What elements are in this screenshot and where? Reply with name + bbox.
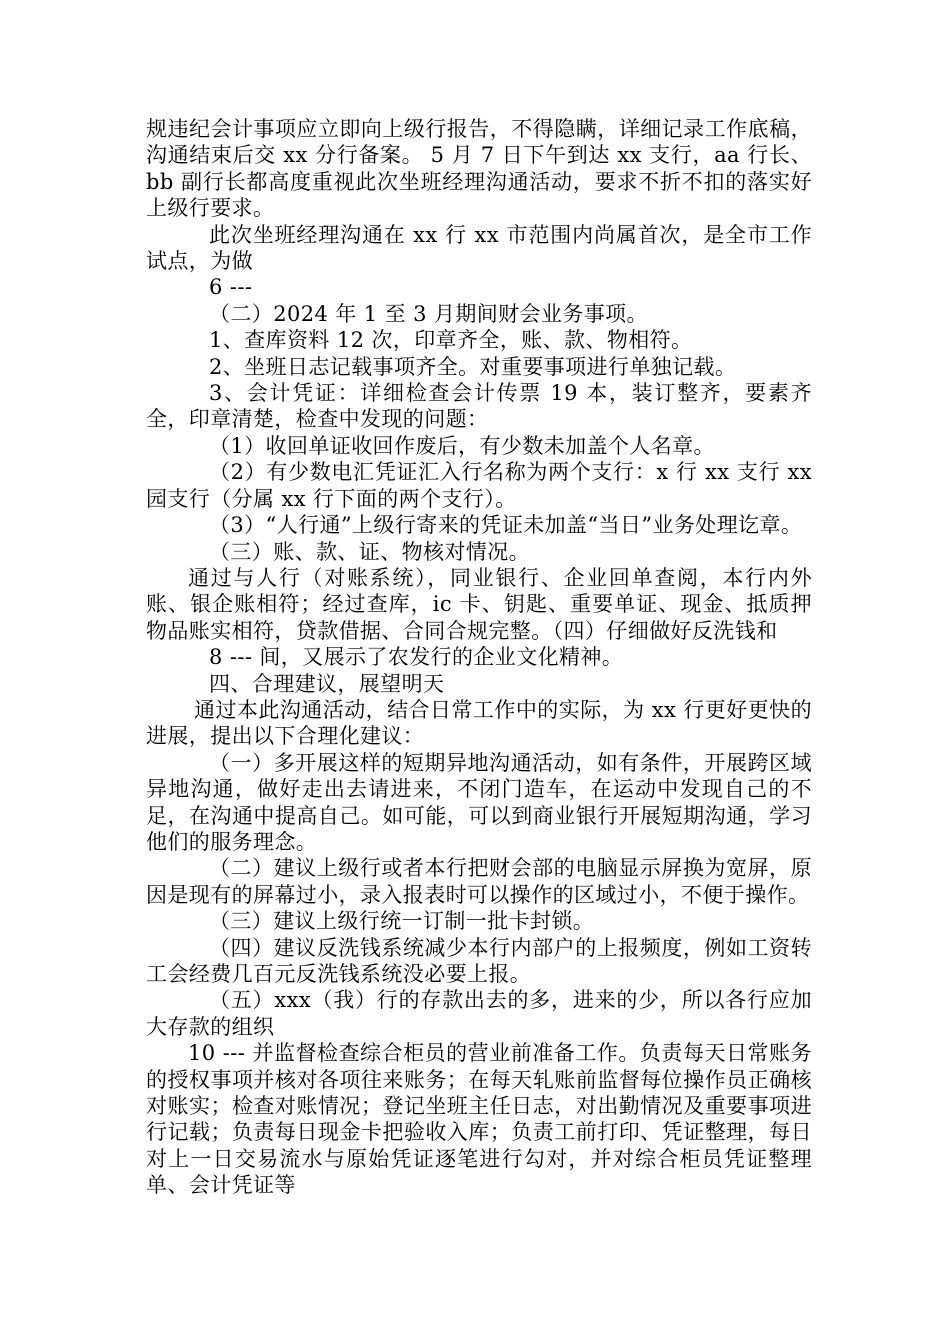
paragraph-reconciliation: 通过与人行（对账系统），同业银行、企业回单查阅，本行内外账、银企账相符；经过查库，ic 卡、钥匙、重要单证、现金、抵质押物品账实相符，贷款借据、合同合规完整。（四）仔细做好反洗钱和 [146, 565, 812, 643]
page-marker-10-paragraph: 10 --- 并监督检查综合柜员的营业前准备工作。负责每天日常账务的授权事项并核对各项往来账务；在每天轧账前监督每位操作员正确核对账实；检查对账情况；登记坐班主任日志，对出勤情况及重要事项进行记载；负责每日现金卡把验收入库；负责工前打印、凭证整理，每日对上一日交易流水与原始凭证逐笔进行勾对，并对综合柜员凭证整理单、会计凭证等 [146, 1041, 812, 1198]
page-marker-8: 8 --- 间，又展示了农发行的企业文化精神。 [209, 645, 624, 670]
issue-item-2: （2）有少数电汇凭证汇入行名称为两个支行：x 行 xx 支行 xx 园支行（分属 xx 行下面的两个支行）。 [146, 460, 820, 511]
page-marker-6: 6 --- [209, 275, 253, 300]
section-heading-3: （三）账、款、证、物核对情况。 [209, 539, 530, 564]
issue-item-3: （3）“人行通”上级行寄来的凭证未加盖“当日”业务处理讫章。 [209, 513, 803, 538]
suggestion-2: （二）建议上级行或者本行把财会部的电脑显示屏换为宽屏，原因是现有的屏幕过小，录入报表时可以操作的区域过小，不便于操作。 [146, 856, 812, 907]
paragraph-suggestions-intro: 通过本此沟通活动，结合日常工作中的实际，为 xx 行更好更快的进展，提出以下合理化建议： [146, 697, 812, 749]
suggestion-3: （三）建议上级行统一订制一批卡封锁。 [209, 909, 595, 934]
section-heading-4: 四、合理建议，展望明天 [209, 671, 445, 696]
list-item-2: 2、坐班日志记载事项齐全。对重要事项进行单独记载。 [209, 354, 737, 379]
list-item-1: 1、查库资料 12 次，印章齐全，账、款、物相符。 [209, 328, 693, 353]
issue-item-1: （1）收回单证收回作废后，有少数未加盖个人名章。 [209, 433, 715, 458]
paragraph-2: 此次坐班经理沟通在 xx 行 xx 市范围内尚属首次，是全市工作试点，为做 [146, 222, 812, 274]
document-page [146, 116, 820, 1199]
suggestion-4: （四）建议反洗钱系统减少本行内部户的上报频度，例如工资转工会经费几百元反洗钱系统没必要上报。 [146, 935, 812, 986]
suggestion-1: （一）多开展这样的短期异地沟通活动，如有条件，开展跨区域异地沟通，做好走出去请进来，不闭门造车，在运动中发现自己的不足，在沟通中提高自己。如可能，可以到商业银行开展短期沟通，学习他们的服务理念。 [146, 750, 812, 854]
paragraph-1: 规违纪会计事项应立即向上级行报告，不得隐瞒，详细记录工作底稿，沟通结束后交 xx 分行备案。 5 月 7 日下午到达 xx 支行，aa 行长、bb 副行长都高度重视此次坐班经理沟通活动，要求不折不扣的落实好上级行要求。 [146, 117, 812, 221]
section-heading-2: （二）2024 年 1 至 3 月期间财会业务事项。 [209, 301, 648, 326]
list-item-3: 3、会计凭证：详细检查会计传票 19 本，装订整齐，要素齐全，印章清楚，检查中发现的问题： [146, 381, 812, 432]
suggestion-5: （五）xxx（我）行的存款出去的多，进来的少，所以各行应加大存款的组织 [146, 988, 812, 1039]
